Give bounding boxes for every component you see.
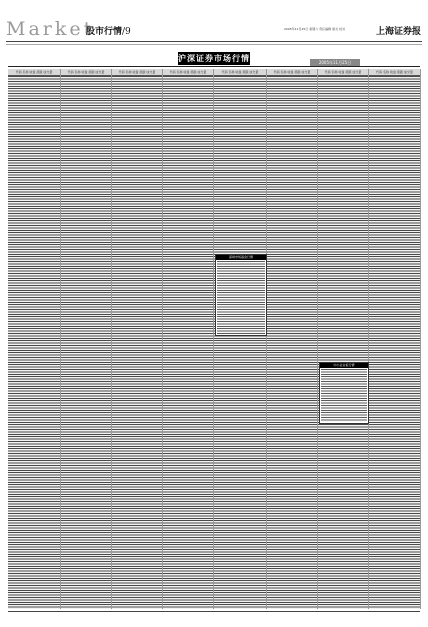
footer-rule (8, 611, 420, 612)
column-header: 代码 名称 收盘 涨跌 成交量 (61, 69, 111, 76)
quote-column (318, 69, 369, 609)
column-header: 代码 名称 收盘 涨跌 成交量 (214, 69, 266, 76)
issue-line: 2005年11月25日 星期六 责任编辑 版式 校对 (284, 27, 346, 31)
paper-name: 上海证券报 (375, 27, 421, 37)
sub-table-title: 中小企业板行情 (320, 363, 368, 368)
section-title (86, 24, 131, 37)
sub-table-rows (217, 261, 265, 334)
sub-table-box (319, 362, 369, 424)
quote-column (61, 69, 112, 609)
page-number: /9 (122, 27, 131, 37)
quote-table-area (8, 69, 420, 609)
masthead-word: Market (6, 18, 95, 40)
quote-column (267, 69, 318, 609)
header-rule (6, 41, 422, 42)
header-rule-thin (6, 44, 422, 45)
column-header: 代码 名称 收盘 涨跌 成交量 (163, 69, 213, 76)
section-name: 股市行情 (86, 27, 123, 37)
quote-column (8, 69, 61, 609)
quote-column (214, 69, 267, 609)
column-header: 代码 名称 收盘 涨跌 成交量 (318, 69, 368, 76)
quote-column (112, 69, 163, 609)
quote-column (369, 69, 421, 609)
date-tag: 2005年11月25日 (310, 59, 360, 66)
sub-table-box (215, 254, 267, 336)
column-header: 代码 名称 收盘 涨跌 成交量 (112, 69, 162, 76)
quote-column (163, 69, 214, 609)
column-header: 代码 名称 收盘 涨跌 成交量 (267, 69, 317, 76)
sub-table-title: 深圳市场基金行情 (216, 255, 266, 260)
sub-table-rows (321, 369, 367, 422)
banner-title: 沪深证券市场行情 (178, 54, 250, 63)
banner-rule (8, 66, 420, 67)
column-header: 代码 名称 收盘 涨跌 成交量 (369, 69, 420, 76)
column-header: 代码 名称 收盘 涨跌 成交量 (8, 69, 60, 76)
